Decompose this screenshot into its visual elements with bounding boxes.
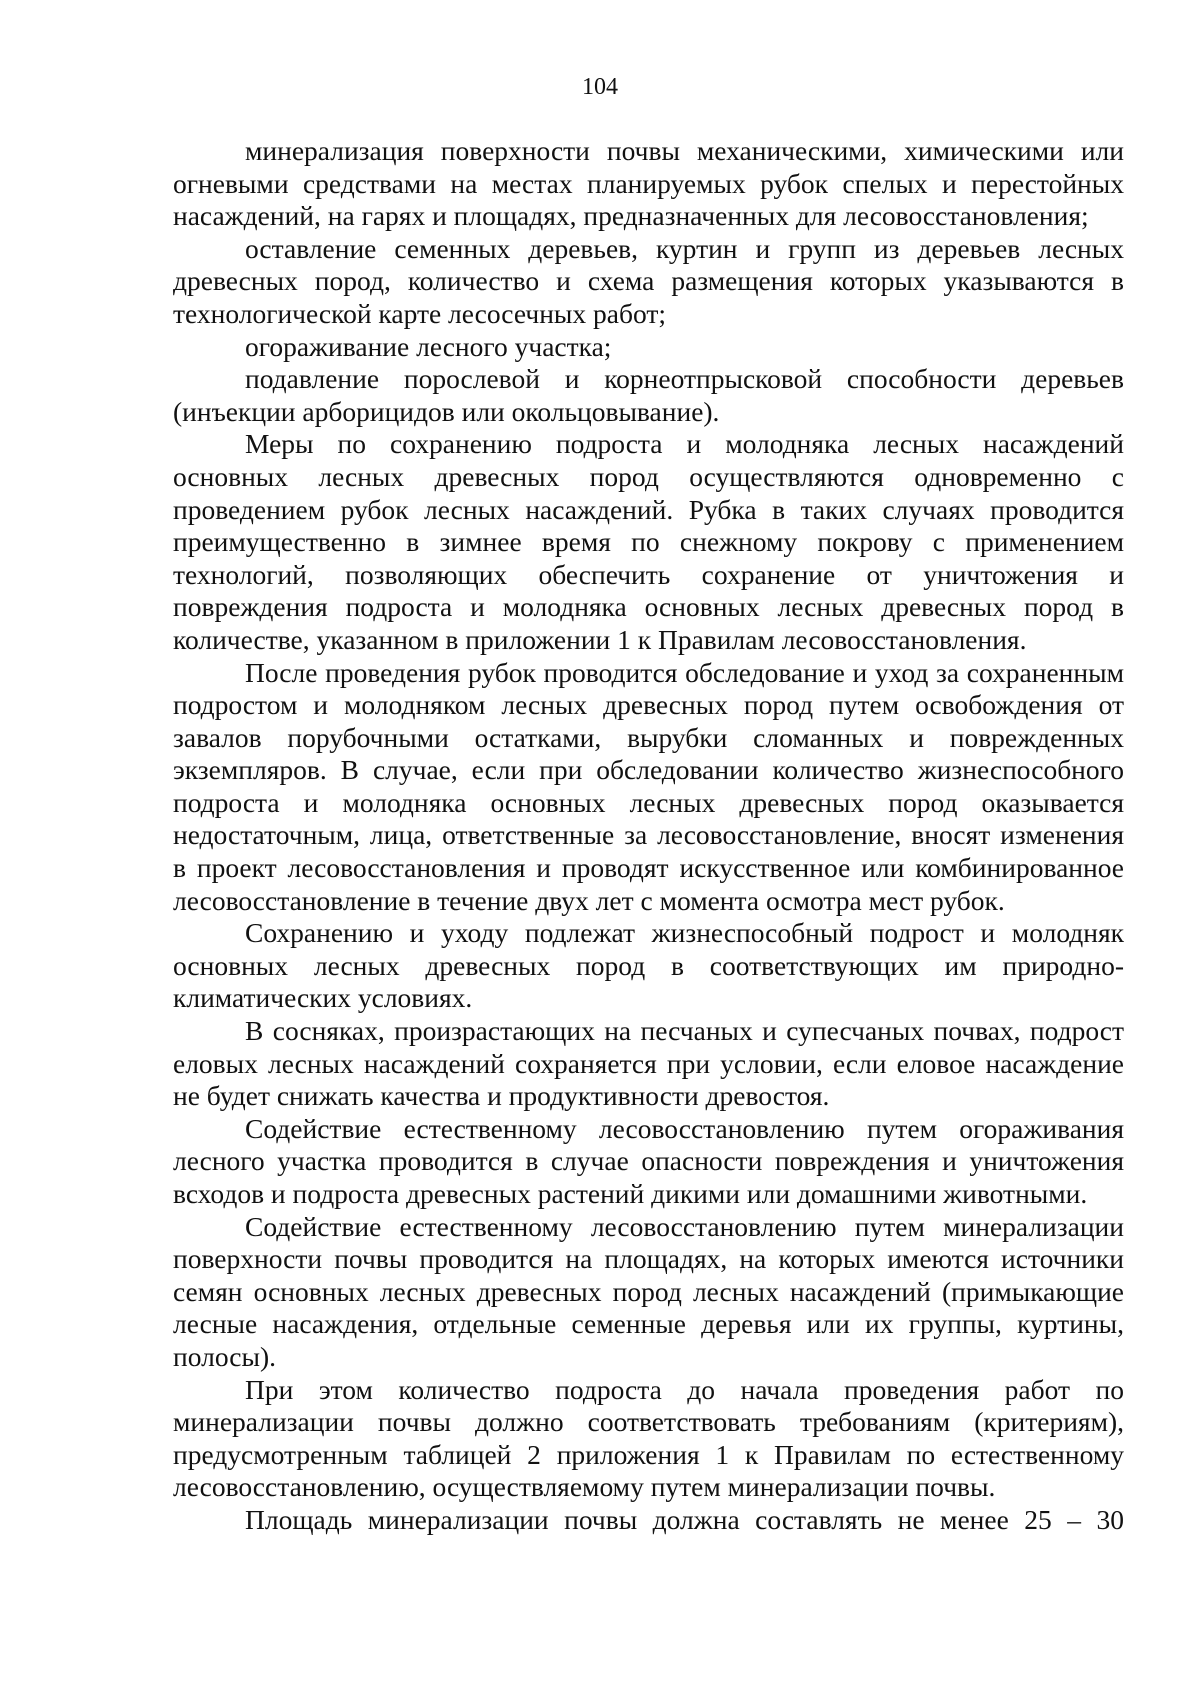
paragraph: огораживание лесного участка; [245, 330, 612, 362]
paragraph: Содействие естественному лесовосстановлению путем огораживания лесного участка проводится в случае опасности повреждения и уничтожения всходов и подроста древесных растений дикими или домашними животными. [173, 1112, 1124, 1209]
paragraph: Сохранению и уходу подлежат жизнеспособный подрост и молодняк основных лесных древесных пород в соответствующих им природно-климатических условиях. [173, 917, 1124, 1014]
paragraph: оставление семенных деревьев, куртин и групп из деревьев лесных древесных пород, количество и схема размещения которых указываются в технологической карте лесосечных работ; [173, 232, 1124, 329]
paragraph: подавление порослевой и корнеотпрысковой способности деревьев (инъекции арборицидов или окольцовывание). [173, 363, 1124, 427]
paragraph: Меры по сохранению подроста и молодняка лесных насаждений основных лесных древесных пород осуществляются одновременно с проведением рубок лесных насаждений. Рубка в таких случаях проводится преимущественно в зимнее время по снежному покрову с применением технологий, позволяющих обеспечить сохранение от уничтожения и повреждения подроста и молодняка основных лесных древесных пород в количестве, указанном в приложении 1 к Правилам лесовосстановления. [173, 428, 1124, 655]
paragraph: Площадь минерализации почвы должна составлять не менее 25 – 30 [245, 1503, 1124, 1535]
paragraph: После проведения рубок проводится обследование и уход за сохраненным подростом и молодняком лесных древесных пород путем освобождения от завалов порубочными остатками, вырубки сломанных и поврежденных экземпляров. В случае, если при обследовании количество жизнеспособного подроста и молодняка основных лесных древесных пород оказывается недостаточным, лица, ответственные за лесовосстановление, вносят изменения в проект лесовосстановления и проводят искусственное или комбинированное лесовосстановление в течение двух лет с момента осмотра мест рубок. [173, 656, 1124, 916]
paragraph: минерализация поверхности почвы механическими, химическими или огневыми средствами на местах планируемых рубок спелых и перестойных насаждений, на гарях и площадях, предназначенных для лесовосстановления; [173, 135, 1124, 232]
page-number: 104 [582, 74, 618, 100]
document-body [173, 135, 1124, 1537]
paragraph: В сосняках, произрастающих на песчаных и супесчаных почвах, подрост еловых лесных насаждений сохраняется при условии, если еловое насаждение не будет снижать качества и продуктивности древостоя. [173, 1015, 1124, 1112]
paragraph: Содействие естественному лесовосстановлению путем минерализации поверхности почвы проводится на площадях, на которых имеются источники семян основных лесных древесных пород лесных насаждений (примыкающие лесные насаждения, отдельные семенные деревья или их группы, куртины, полосы). [173, 1210, 1124, 1372]
paragraph: При этом количество подроста до начала проведения работ по минерализации почвы должно соответствовать требованиям (критериям), предусмотренным таблицей 2 приложения 1 к Правилам по естественному лесовосстановлению, осуществляемому путем минерализации почвы. [173, 1373, 1124, 1503]
